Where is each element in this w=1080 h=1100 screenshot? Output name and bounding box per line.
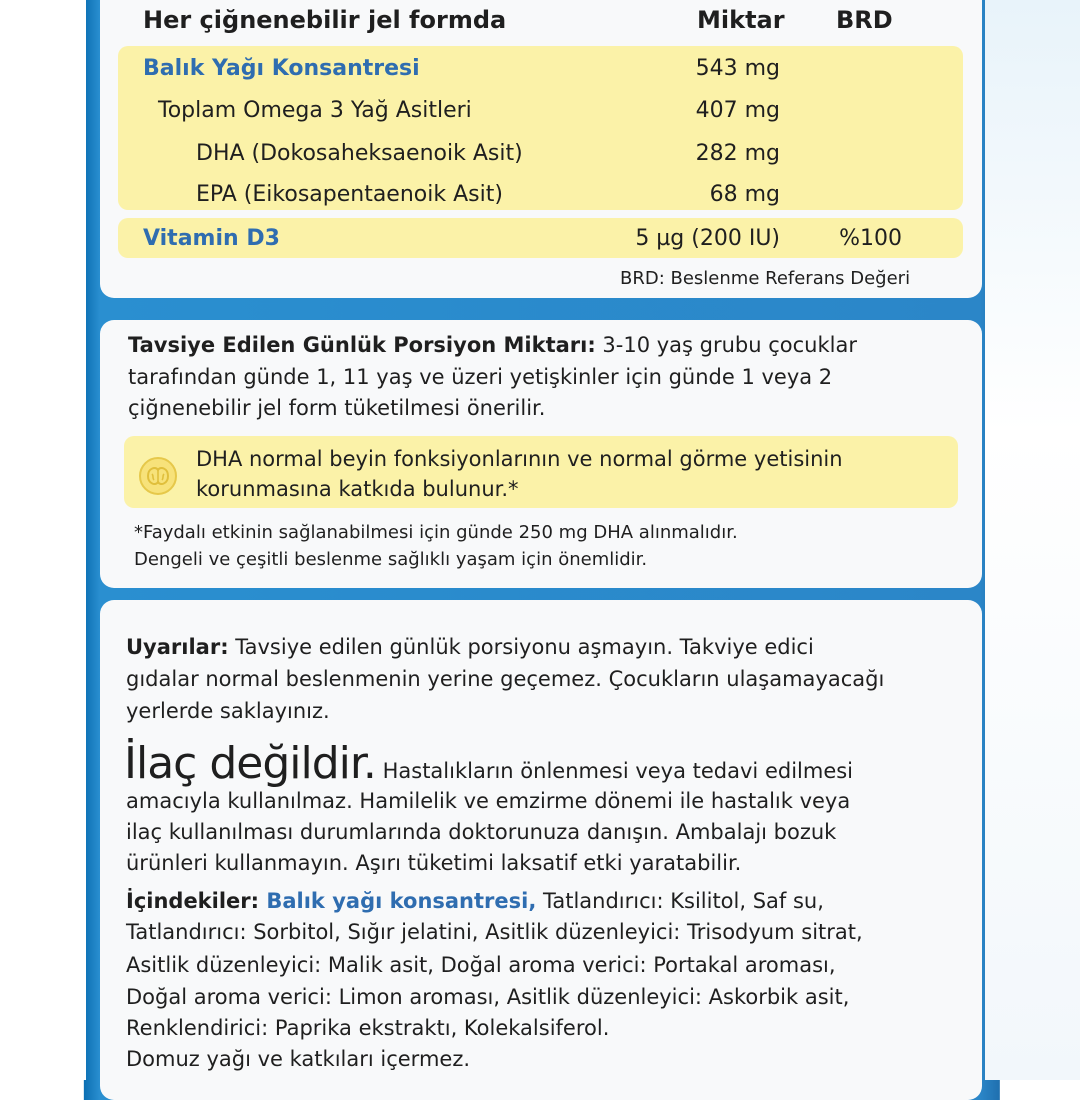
dose-note-line1: *Faydalı etkinin sağlanabilmesi için günde 250 mg DHA alınmalıdır.: [134, 522, 738, 543]
row-dha-name: DHA (Dokosaheksaenoik Asit): [196, 141, 523, 166]
ingredients-label: İçindekiler:: [126, 889, 260, 913]
dose-text-line2: tarafından günde 1, 11 yaş ve üzeri yetişkinler için günde 1 veya 2: [128, 365, 833, 389]
dha-claim-line2: korunmasına katkıda bulunur.*: [196, 477, 519, 501]
table-header-brd: BRD: [836, 6, 893, 34]
row-vitamin-d3-brd: %100: [839, 226, 902, 251]
brd-footnote: BRD: Beslenme Referans Değeri: [620, 268, 911, 289]
dha-claim-line1: DHA normal beyin fonksiyonlarının ve normal görme yetisinin: [196, 447, 843, 471]
row-vitamin-d3-amount: 5 µg (200 IU): [635, 226, 780, 251]
ingredients-line5: Renklendirici: Paprika ekstraktı, Kolekalsiferol.: [126, 1016, 610, 1040]
warnings-line7: ürünleri kullanmayın. Aşırı tüketimi laksatif etki yaratabilir.: [126, 851, 742, 875]
warnings-line2: gıdalar normal beslenmenin yerine geçemez. Çocukların ulaşamayacağı: [126, 667, 885, 691]
row-omega3-amount: 407 mg: [695, 98, 780, 123]
table-header-title: Her çiğnenebilir jel formda: [143, 6, 507, 34]
left-margin: [0, 0, 86, 1080]
not-a-drug-heading: İlaç değildir.: [124, 738, 376, 789]
row-fish-oil-amount: 543 mg: [695, 56, 780, 81]
warnings-line5: amacıyla kullanılmaz. Hamilelik ve emzirme dönemi ile hastalık veya: [126, 789, 851, 813]
dose-note-line2: Dengeli ve çeşitli beslenme sağlıklı yaşam için önemlidir.: [134, 549, 648, 570]
dose-text-line1: Tavsiye Edilen Günlük Porsiyon Miktarı: 3-10 yaş grubu çocuklar: [128, 333, 857, 357]
warnings-line3: yerlerde saklayınız.: [126, 699, 330, 723]
ingredients-line2: Tatlandırıcı: Sorbitol, Sığır jelatini, Asitlik düzenleyici: Trisodyum sitrat,: [126, 920, 863, 944]
ingredients-line3: Asitlik düzenleyici: Malik asit, Doğal aroma verici: Portakal aroması,: [126, 953, 836, 977]
row-epa-amount: 68 mg: [709, 182, 780, 207]
warnings-label: Uyarılar:: [126, 635, 229, 659]
row-epa-name: EPA (Eikosapentaenoik Asit): [196, 182, 503, 207]
warnings-line6: ilaç kullanılması durumlarında doktorunuza danışın. Ambalajı bozuk: [126, 820, 837, 844]
brain-icon: [138, 456, 178, 496]
dose-label: Tavsiye Edilen Günlük Porsiyon Miktarı:: [128, 333, 596, 357]
right-margin: [985, 0, 1080, 1080]
ingredients-line6: Domuz yağı ve katkıları içermez.: [126, 1047, 471, 1071]
not-a-drug-line: İlaç değildir. Hastalıkların önlenmesi veya tedavi edilmesi: [124, 738, 854, 789]
row-dha-amount: 282 mg: [695, 141, 780, 166]
row-omega3-name: Toplam Omega 3 Yağ Asitleri: [158, 98, 472, 123]
ingredients-highlight: Balık yağı konsantresi,: [259, 889, 537, 913]
warnings-line1: Uyarılar: Tavsiye edilen günlük porsiyonu aşmayın. Takviye edici: [126, 635, 814, 659]
ingredients-line1: İçindekiler: Balık yağı konsantresi, Tatlandırıcı: Ksilitol, Saf su,: [126, 889, 824, 913]
dose-text-line3: çiğnenebilir jel form tüketilmesi önerilir.: [128, 396, 546, 420]
row-fish-oil-name: Balık Yağı Konsantresi: [143, 56, 420, 81]
ingredients-line4: Doğal aroma verici: Limon aroması, Asitlik düzenleyici: Askorbik asit,: [126, 985, 850, 1009]
table-header-amount: Miktar: [697, 6, 785, 34]
row-vitamin-d3-name: Vitamin D3: [143, 226, 280, 251]
